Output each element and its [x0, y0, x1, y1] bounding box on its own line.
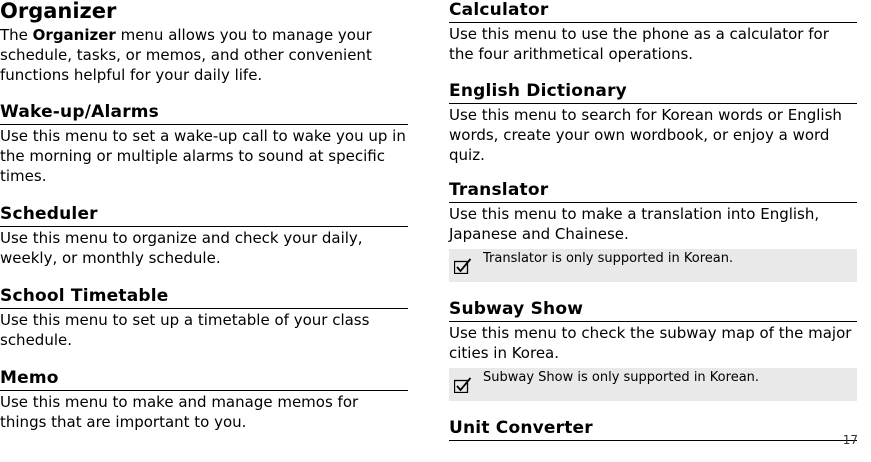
- intro-text-start: The: [0, 26, 33, 44]
- section-scheduler: [0, 204, 408, 268]
- section-heading: School Timetable: [0, 286, 408, 309]
- left-column: [0, 0, 408, 432]
- checkbox-check-icon: [454, 258, 472, 274]
- section-wake-up-alarms: [0, 102, 408, 186]
- note-text: Subway Show is only supported in Korean.: [483, 370, 760, 385]
- section-memo: [0, 368, 408, 432]
- section-text: Use this menu to set a wake-up call to wake you up in the morning or multiple alarms to sound at specific times.: [0, 127, 406, 185]
- section-heading: Wake-up/Alarms: [0, 102, 408, 125]
- intro-paragraph: [0, 25, 408, 85]
- section-translator: [449, 180, 857, 282]
- checkbox-check-icon: [454, 377, 472, 393]
- section-heading: Scheduler: [0, 204, 408, 227]
- section-heading: Memo: [0, 368, 408, 391]
- page-title: Organizer: [0, 0, 117, 23]
- right-column: [449, 0, 857, 441]
- section-text: Use this menu to make and manage memos for things that are important to you.: [0, 393, 359, 431]
- section-heading: English Dictionary: [449, 81, 857, 104]
- translator-note: [449, 249, 857, 282]
- section-calculator: [449, 0, 857, 64]
- section-school-timetable: [0, 286, 408, 350]
- section-heading: Calculator: [449, 0, 857, 23]
- section-text: Use this menu to search for Korean words or English words, create your own wordbook, or enjoy a word quiz.: [449, 106, 842, 164]
- section-text: Use this menu to organize and check your daily, weekly, or monthly schedule.: [0, 229, 363, 267]
- section-text: Use this menu to set up a timetable of your class schedule.: [0, 311, 370, 349]
- section-subway-show: [449, 299, 857, 401]
- section-english-dictionary: [449, 81, 857, 165]
- section-heading: Translator: [449, 180, 857, 203]
- section-heading: Subway Show: [449, 299, 857, 322]
- intro-bold-term: Organizer: [32, 26, 116, 44]
- section-unit-converter: [449, 418, 857, 441]
- section-text: Use this menu to check the subway map of the major cities in Korea.: [449, 324, 852, 362]
- section-heading: Unit Converter: [449, 418, 857, 441]
- section-text: Use this menu to make a translation into English, Japanese and Chainese.: [449, 205, 820, 243]
- intro-text-end: menu allows you to manage your schedule, tasks, or memos, and other convenient functions helpful for your daily life.: [0, 26, 372, 84]
- page-number: 17: [842, 433, 858, 447]
- section-text: Use this menu to use the phone as a calculator for the four arithmetical operations.: [449, 25, 829, 63]
- subway-show-note: [449, 368, 857, 401]
- note-text: Translator is only supported in Korean.: [483, 251, 734, 266]
